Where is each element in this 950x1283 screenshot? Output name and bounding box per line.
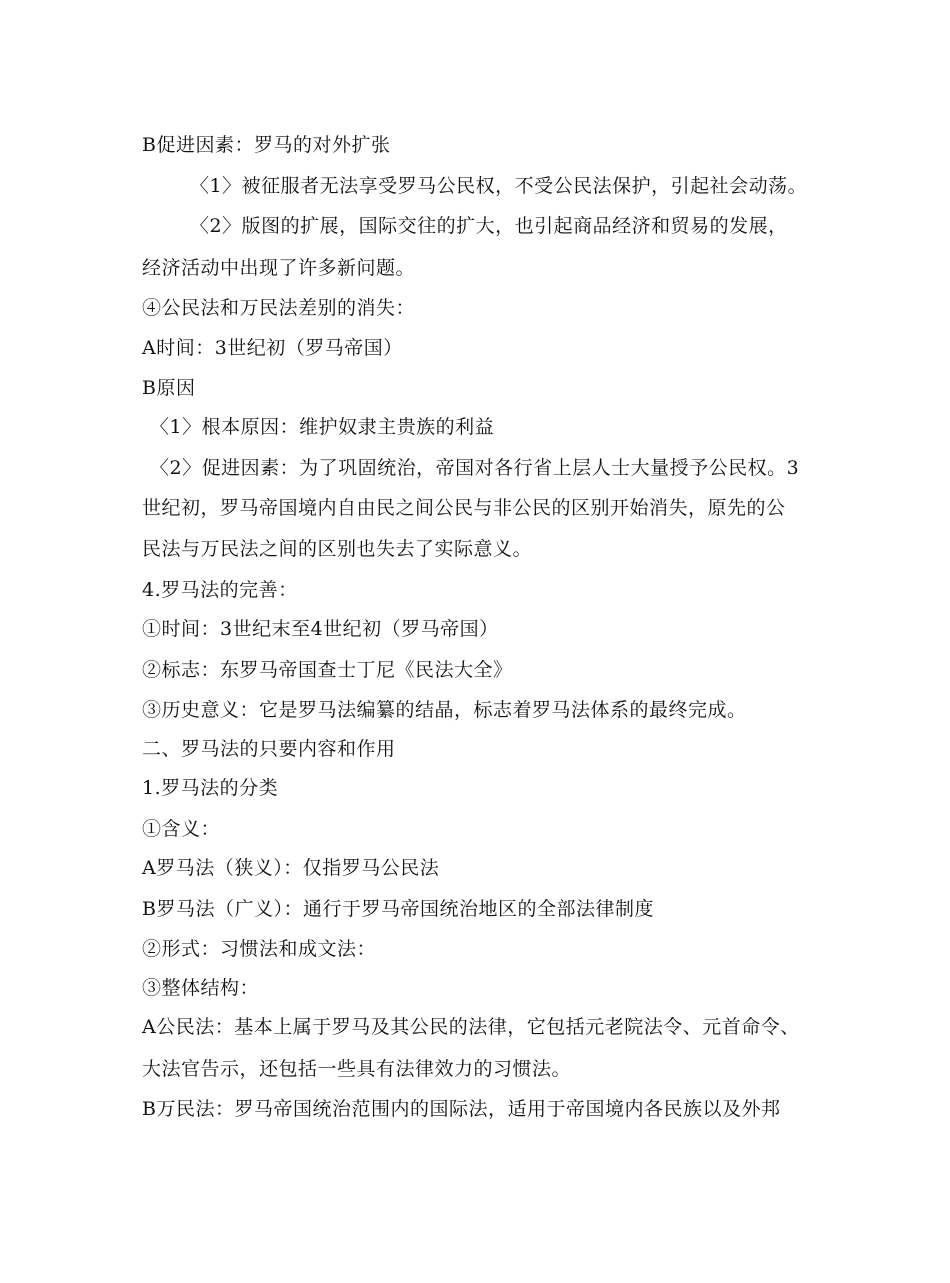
text-line: 〈2〉版图的扩展，国际交往的扩大，也引起商品经济和贸易的发展， — [190, 215, 788, 237]
text-line: ③历史意义：它是罗马法编纂的结晶，标志着罗马法体系的最终完成。 — [142, 699, 747, 721]
text-line: A公民法：基本上属于罗马及其公民的法律，它包括元老院法令、元首命令、 — [142, 1016, 800, 1038]
text-line: B促进因素：罗马的对外扩张 — [142, 134, 391, 156]
text-line: A罗马法（狭义）：仅指罗马公民法 — [142, 857, 440, 879]
text-line: ①时间：3世纪末至4世纪初（罗马帝国） — [142, 618, 499, 640]
text-line: A时间：3世纪初（罗马帝国） — [142, 337, 403, 359]
text-line: 〈1〉根本原因：维护奴隶主贵族的利益 — [150, 416, 495, 438]
text-line: B万民法：罗马帝国统治范围内的国际法，适用于帝国境内各民族以及外邦 — [142, 1098, 781, 1120]
text-line: B原因 — [142, 377, 196, 399]
text-line: ①含义： — [142, 818, 221, 840]
text-line: ②形式：习惯法和成文法： — [142, 938, 377, 960]
text-line: 世纪初，罗马帝国境内自由民之间公民与非公民的区别开始消失，原先的公 — [142, 497, 786, 519]
text-line: ③整体结构： — [142, 977, 260, 999]
text-line: 大法官告示，还包括一些具有法律效力的习惯法。 — [142, 1058, 572, 1080]
text-line: 〈2〉促进因素：为了巩固统治，帝国对各行省上层人士大量授予公民权。3 — [150, 457, 800, 479]
text-line: 〈1〉被征服者无法享受罗马公民权，不受公民法保护，引起社会动荡。 — [190, 175, 808, 197]
text-line: 经济活动中出现了许多新问题。 — [142, 257, 416, 279]
section-heading: 二、罗马法的只要内容和作用 — [142, 738, 396, 760]
section-heading: 4.罗马法的完善： — [142, 579, 298, 601]
section-heading: 1.罗马法的分类 — [142, 777, 279, 799]
text-line: B罗马法（广义）：通行于罗马帝国统治地区的全部法律制度 — [142, 898, 654, 920]
text-line: 民法与万民法之间的区别也失去了实际意义。 — [142, 538, 533, 560]
text-line: ②标志：东罗马帝国查士丁尼《民法大全》 — [142, 659, 513, 681]
text-line: ④公民法和万民法差别的消失： — [142, 297, 416, 319]
